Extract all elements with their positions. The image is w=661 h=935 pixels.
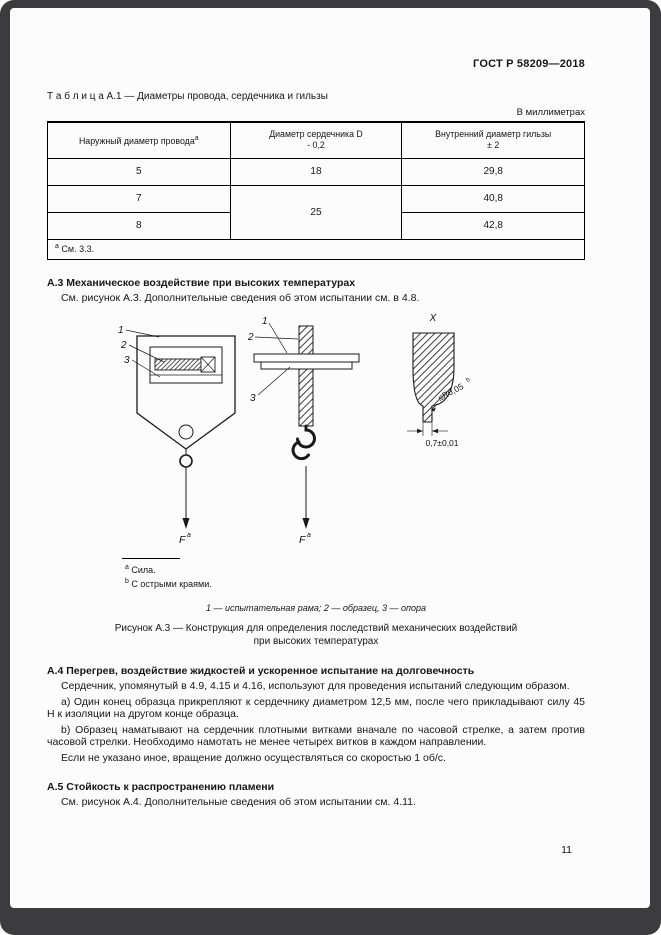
units-note: В миллиметрах — [516, 107, 585, 118]
table-a1 — [47, 121, 585, 260]
frame-hole — [179, 425, 193, 439]
callout-2-front: 2 — [121, 340, 127, 351]
doc-number: ГОСТ Р 58209—2018 — [473, 58, 585, 70]
footnote-b-text: С острыми краями. — [128, 579, 212, 589]
callout-3-front: 3 — [124, 355, 130, 366]
table-header-row — [48, 122, 585, 158]
footnote-text: См. 3.3. — [58, 244, 95, 254]
col-header-text: Диаметр сердечника D — [269, 129, 363, 140]
table-row — [48, 158, 585, 185]
document-page — [10, 8, 650, 908]
page-content — [10, 8, 650, 908]
specimen-top — [299, 326, 313, 354]
figure-a3 — [102, 309, 572, 554]
specimen-bar — [155, 359, 203, 370]
force-arrowhead-mid — [303, 518, 310, 529]
tolerance-text: ± 2 — [487, 140, 500, 151]
tolerance-text: - 0,2 — [307, 140, 325, 151]
section-view-label: X — [429, 313, 437, 324]
force-label-left-sup: а — [187, 532, 191, 539]
page-number: 11 — [561, 844, 572, 856]
cell-sleeve-42-8: 42,8 — [402, 212, 585, 239]
figure-caption-line1: Рисунок А.3 — Конструкция для определения последствий механических воздействий — [114, 623, 518, 634]
section-a5-heading: А.5 Стойкость к распространению пламени — [47, 781, 275, 793]
footnote-a-marker: а — [125, 564, 129, 571]
footnote-separator — [122, 558, 180, 559]
edge-width-dimension: 0,7±0,01 — [425, 438, 459, 448]
callout-3-side: 3 — [250, 393, 256, 404]
footnote-a-text: Сила. — [128, 565, 156, 575]
cell-sleeve-40-8: 40,8 — [402, 185, 585, 212]
footnote-b-marker: b — [125, 578, 129, 585]
col-header-sleeve-diameter — [402, 122, 585, 158]
col-header-core-diameter — [230, 122, 402, 158]
figure-caption — [47, 622, 585, 648]
table-footnote — [48, 239, 585, 259]
section-a4-heading: А.4 Перегрев, воздействие жидкостей и ускоренное испытание на долговечность — [47, 665, 475, 677]
frame-bar — [254, 354, 359, 362]
section-a4-item-a: а) Один конец образца прикрепляют к сердечнику диаметром 12,5 мм, после чего прикладывают силу 45 Н к изоляции на другом конце образца. — [47, 695, 585, 720]
section-a4-p2: Если не указано иное, вращение должно осуществляться со скоростью 1 об/с. — [61, 751, 446, 764]
section-a4-item-b: b) Образец наматывают на сердечник плотными витками вначале по часовой стрелке, а затем против часовой стрелки. Необходимо намотать не менее четырех витков в каждом направлении. — [47, 723, 585, 748]
cell-wire-7: 7 — [48, 185, 231, 212]
section-a5-body: См. рисунок А.4. Дополнительные сведения об этом испытании см. 4.11. — [61, 796, 416, 808]
col-header-wire-diameter — [48, 122, 231, 158]
force-label-mid-sup: а — [307, 532, 311, 539]
hook-ring — [180, 455, 192, 467]
cell-sleeve-29-8: 29,8 — [402, 158, 585, 185]
force-label-left: F — [179, 534, 186, 546]
cell-wire-8: 8 — [48, 212, 231, 239]
table-footnote-row — [48, 239, 585, 259]
table-row — [48, 185, 585, 212]
force-label-mid: F — [299, 534, 306, 546]
cell-core-18: 18 — [230, 158, 402, 185]
figure-legend: 1 — испытательная рама; 2 — образец, 3 — опора — [205, 603, 427, 613]
cell-core-25: 25 — [230, 185, 402, 239]
table-title: Т а б л и ц а А.1 — Диаметры провода, сердечника и гильзы — [47, 91, 328, 102]
footnote-ref-a: а — [194, 135, 199, 143]
figure-footnote-b — [125, 576, 585, 590]
cell-wire-5: 5 — [48, 158, 231, 185]
col-header-text: Наружный диаметр провода — [78, 136, 195, 147]
specimen-lower — [299, 369, 313, 426]
radius-label: ≤R0,05 — [436, 381, 466, 403]
side-view — [254, 323, 359, 529]
footnote-marker: а — [55, 243, 59, 250]
col-header-text: Внутренний диаметр гильзы — [435, 129, 552, 140]
section-a3-body: См. рисунок А.3. Дополнительные сведения об этом испытании см. в 4.8. — [61, 291, 420, 304]
figure-caption-line2: при высоких температурах — [253, 636, 379, 647]
force-arrowhead-left — [183, 518, 190, 529]
figure-a3-drawing — [102, 309, 572, 554]
radius-label-sup: b — [465, 376, 472, 384]
section-x — [407, 333, 454, 436]
front-view — [126, 330, 235, 529]
callout-1-front: 1 — [118, 325, 124, 336]
section-a3-heading: А.3 Механическое воздействие при высоких температурах — [47, 276, 356, 289]
callout-2-side: 2 — [248, 332, 254, 343]
callout-1-side: 1 — [262, 316, 268, 327]
figure-footnote-a — [125, 562, 585, 576]
section-a4-p1: Сердечник, упомянутый в 4.9, 4.15 и 4.16, используют для проведения испытаний следующим образом. — [61, 680, 570, 692]
support-plate — [261, 362, 352, 369]
s-hook — [298, 426, 315, 447]
